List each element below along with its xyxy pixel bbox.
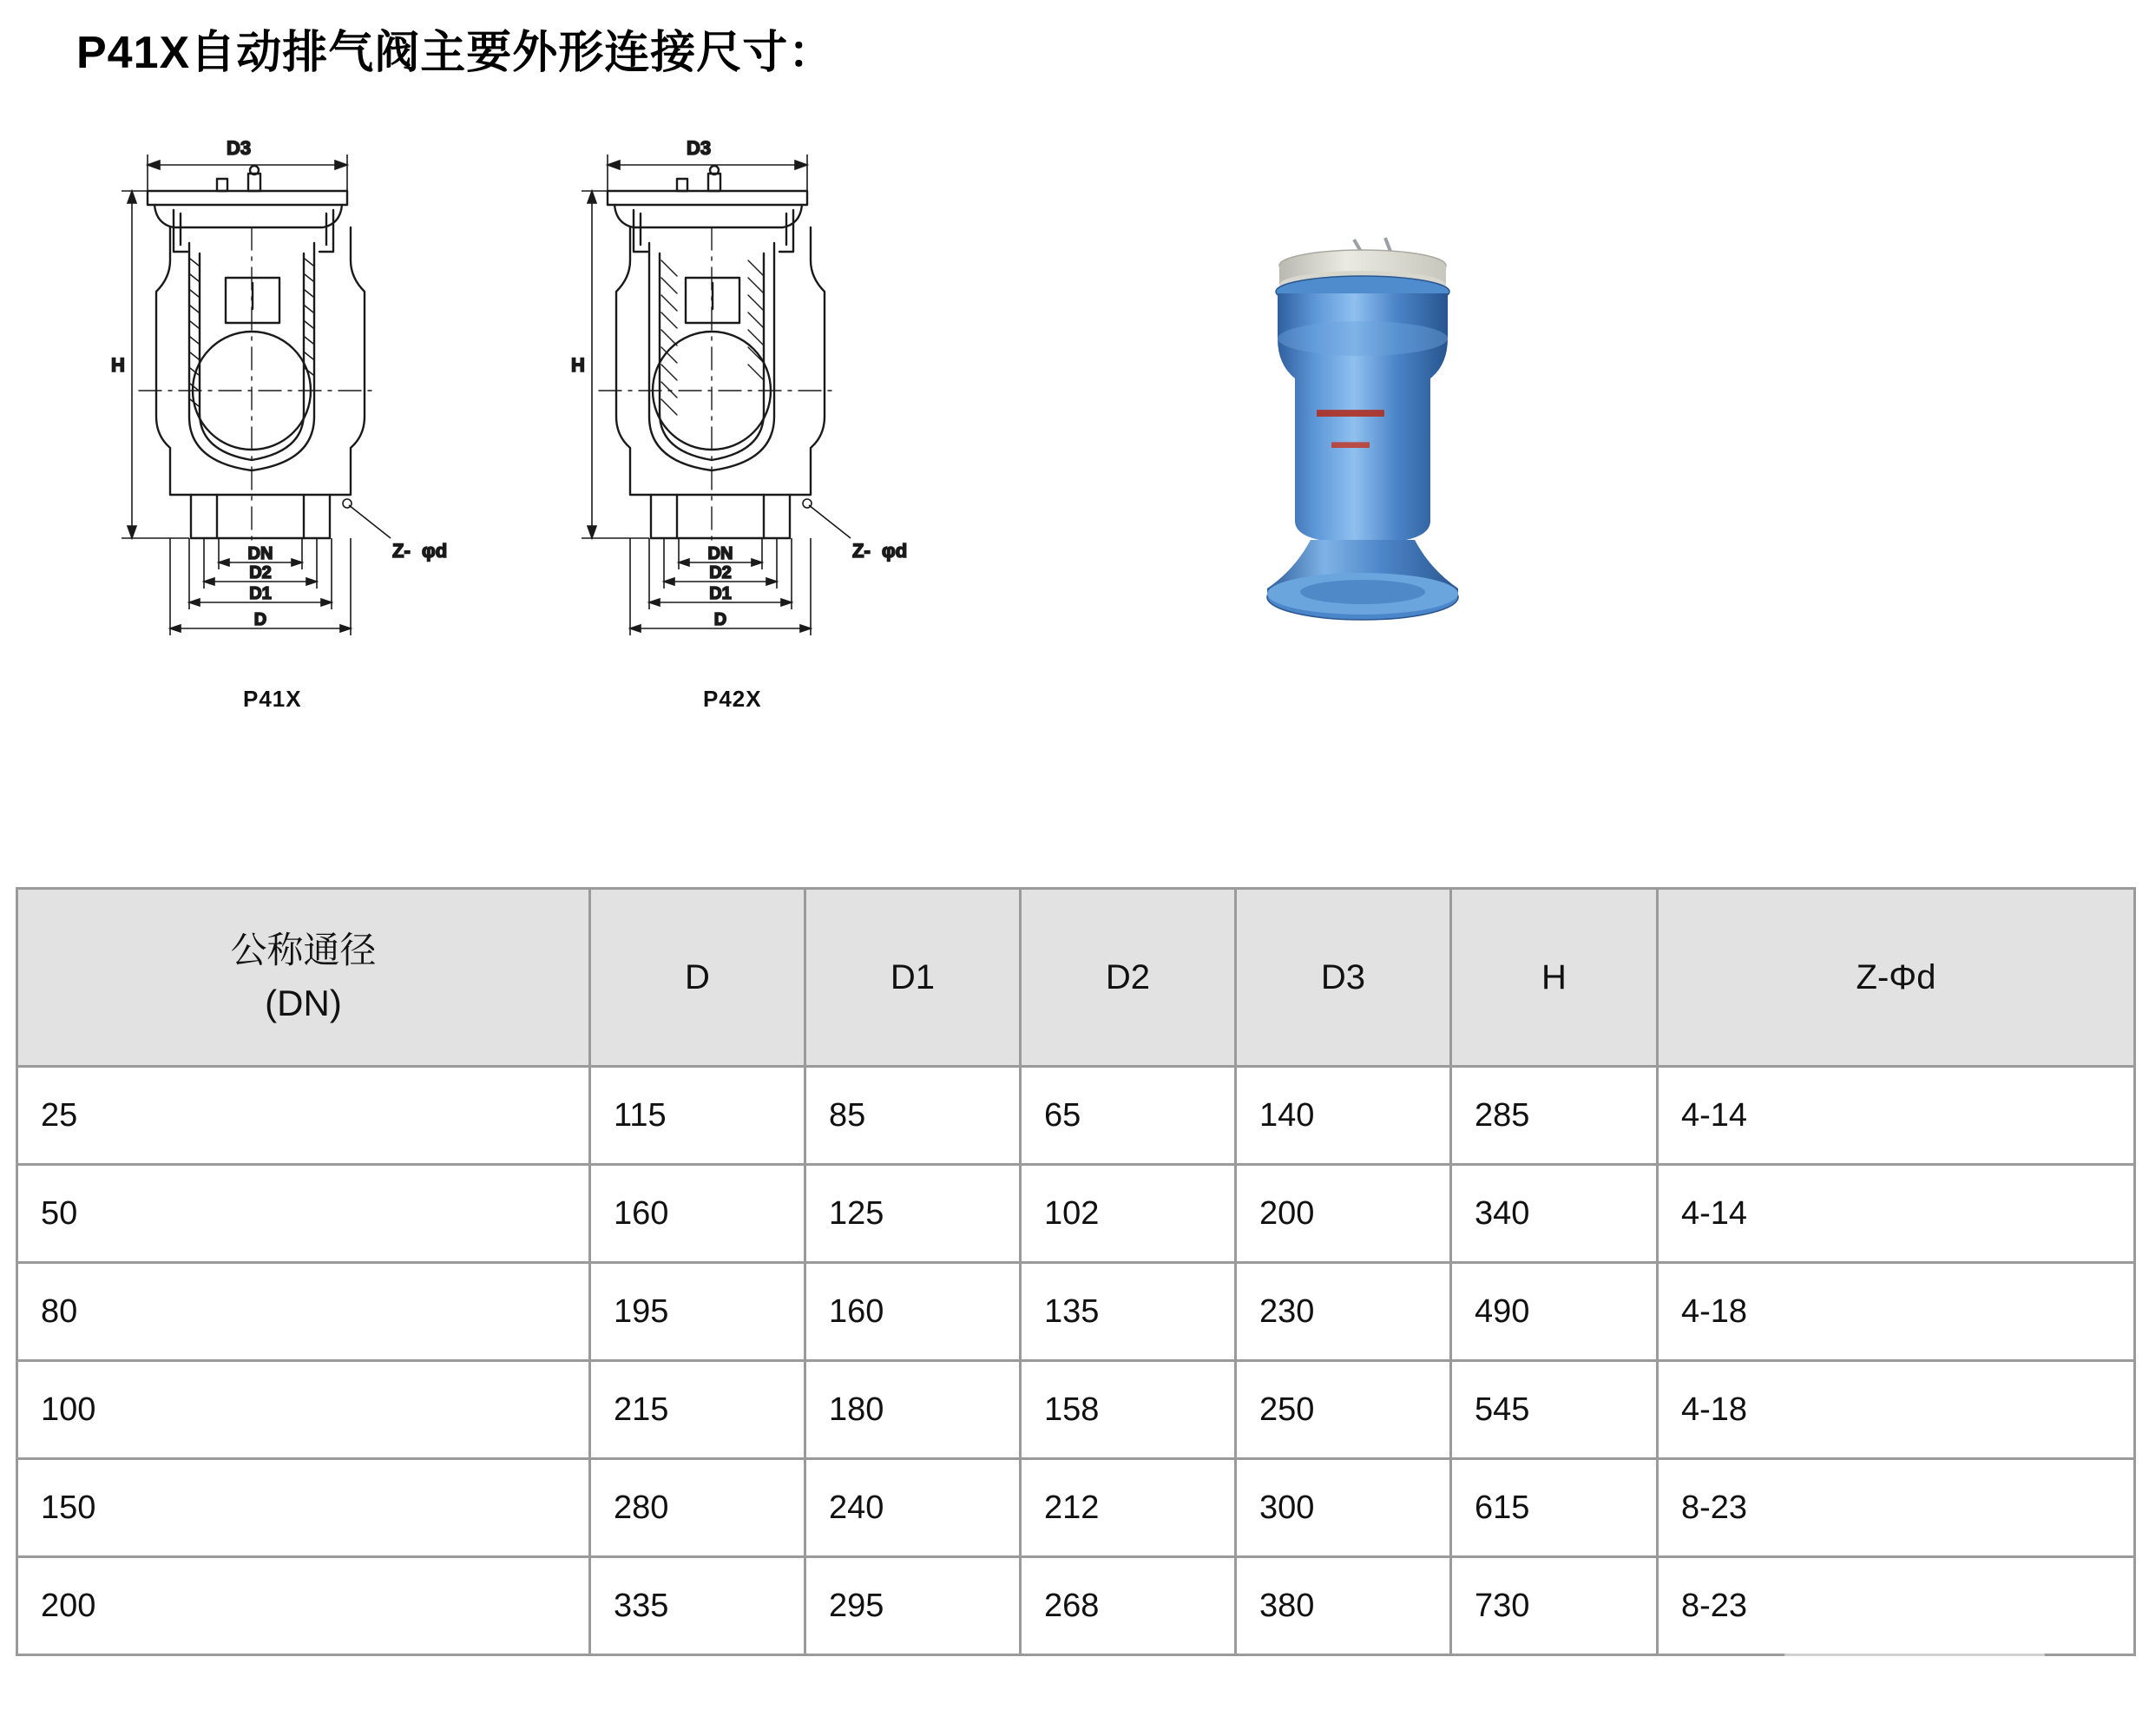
cell-d: 160 [590,1165,805,1263]
cell-zd: 8-23 [1658,1459,2135,1557]
table-row [17,1263,2135,1361]
cell-d3: 200 [1236,1165,1451,1263]
cell-h: 285 [1451,1067,1658,1165]
cell-h: 490 [1451,1263,1658,1361]
svg-text:▬▬▬: ▬▬▬ [1317,396,1384,422]
cell-d: 115 [590,1067,805,1165]
product-photo [1180,234,1545,651]
svg-text:D3: D3 [226,137,252,159]
column-header-zd: Z-Φd [1658,889,2135,1067]
cell-d1: 240 [805,1459,1021,1557]
cell-d3: 140 [1236,1067,1451,1165]
cell-dn: 200 [17,1557,590,1655]
cell-d3: 230 [1236,1263,1451,1361]
column-header-d: D [590,889,805,1067]
svg-text:D1: D1 [249,584,272,603]
cell-zd: 4-18 [1658,1361,2135,1459]
table-body [17,1067,2135,1655]
svg-text:H: H [111,354,125,376]
drawing-caption-p41x: P41X [243,686,302,712]
column-header-h: H [1451,889,1658,1067]
svg-text:D3: D3 [686,137,712,159]
table-row [17,1557,2135,1655]
cell-d2: 212 [1021,1459,1236,1557]
table-row [17,1361,2135,1459]
cell-d1: 295 [805,1557,1021,1655]
svg-text:D: D [253,610,267,629]
column-header-d3: D3 [1236,889,1451,1067]
svg-text:D2: D2 [709,563,732,582]
cell-dn: 25 [17,1067,590,1165]
cell-d: 335 [590,1557,805,1655]
column-header-dn-line2: (DN) [265,983,342,1023]
cell-d1: 180 [805,1361,1021,1459]
svg-text:D: D [713,610,727,629]
table-header [17,889,2135,1067]
svg-text:H: H [571,354,585,376]
cell-h: 340 [1451,1165,1658,1263]
cell-d2: 268 [1021,1557,1236,1655]
svg-text:φd: φd [422,540,448,562]
drawing-p42x [547,130,998,760]
cell-zd: 8-23 [1658,1557,2135,1655]
cell-d3: 300 [1236,1459,1451,1557]
svg-text:Z-: Z- [392,540,411,562]
watermark [1784,1649,2045,1727]
cell-d2: 135 [1021,1263,1236,1361]
table-row [17,1165,2135,1263]
page-title: P41X自动排气阀主要外形连接尺寸： [76,28,835,78]
cell-zd: 4-14 [1658,1165,2135,1263]
cell-dn: 50 [17,1165,590,1263]
column-header-dn [17,889,590,1067]
svg-text:DN: DN [707,544,733,563]
cell-zd: 4-18 [1658,1263,2135,1361]
cell-h: 730 [1451,1557,1658,1655]
svg-text:D2: D2 [249,563,272,582]
svg-text:▬▬: ▬▬ [1331,431,1370,452]
table-row [17,1067,2135,1165]
svg-text:Z-: Z- [852,540,871,562]
cell-h: 615 [1451,1459,1658,1557]
drawing-caption-p42x: P42X [703,686,762,712]
cell-d: 215 [590,1361,805,1459]
cell-d2: 65 [1021,1067,1236,1165]
cell-d1: 85 [805,1067,1021,1165]
svg-text:φd: φd [882,540,908,562]
table-header-row [17,889,2135,1067]
watermark-text [1784,1649,2045,1727]
cell-d3: 380 [1236,1557,1451,1655]
spec-table-wrap [16,887,2133,1656]
cell-dn: 80 [17,1263,590,1361]
cell-d1: 160 [805,1263,1021,1361]
table-row [17,1459,2135,1557]
spec-table [16,887,2136,1656]
cell-dn: 150 [17,1459,590,1557]
cell-d2: 102 [1021,1165,1236,1263]
p42x-svg [547,130,998,755]
cell-h: 545 [1451,1361,1658,1459]
column-header-d2: D2 [1021,889,1236,1067]
cell-dn: 100 [17,1361,590,1459]
column-header-d1: D1 [805,889,1021,1067]
cell-d: 195 [590,1263,805,1361]
cell-d1: 125 [805,1165,1021,1263]
drawing-p41x [87,130,538,760]
svg-text:D1: D1 [709,584,732,603]
column-header-dn-line1: 公称通径 [230,930,377,971]
cell-d2: 158 [1021,1361,1236,1459]
valve-photo-svg [1180,234,1545,651]
svg-text:DN: DN [247,544,273,563]
cell-d: 280 [590,1459,805,1557]
p41x-svg [87,130,538,755]
drawings-section [0,130,2149,851]
cell-zd: 4-14 [1658,1067,2135,1165]
cell-d3: 250 [1236,1361,1451,1459]
